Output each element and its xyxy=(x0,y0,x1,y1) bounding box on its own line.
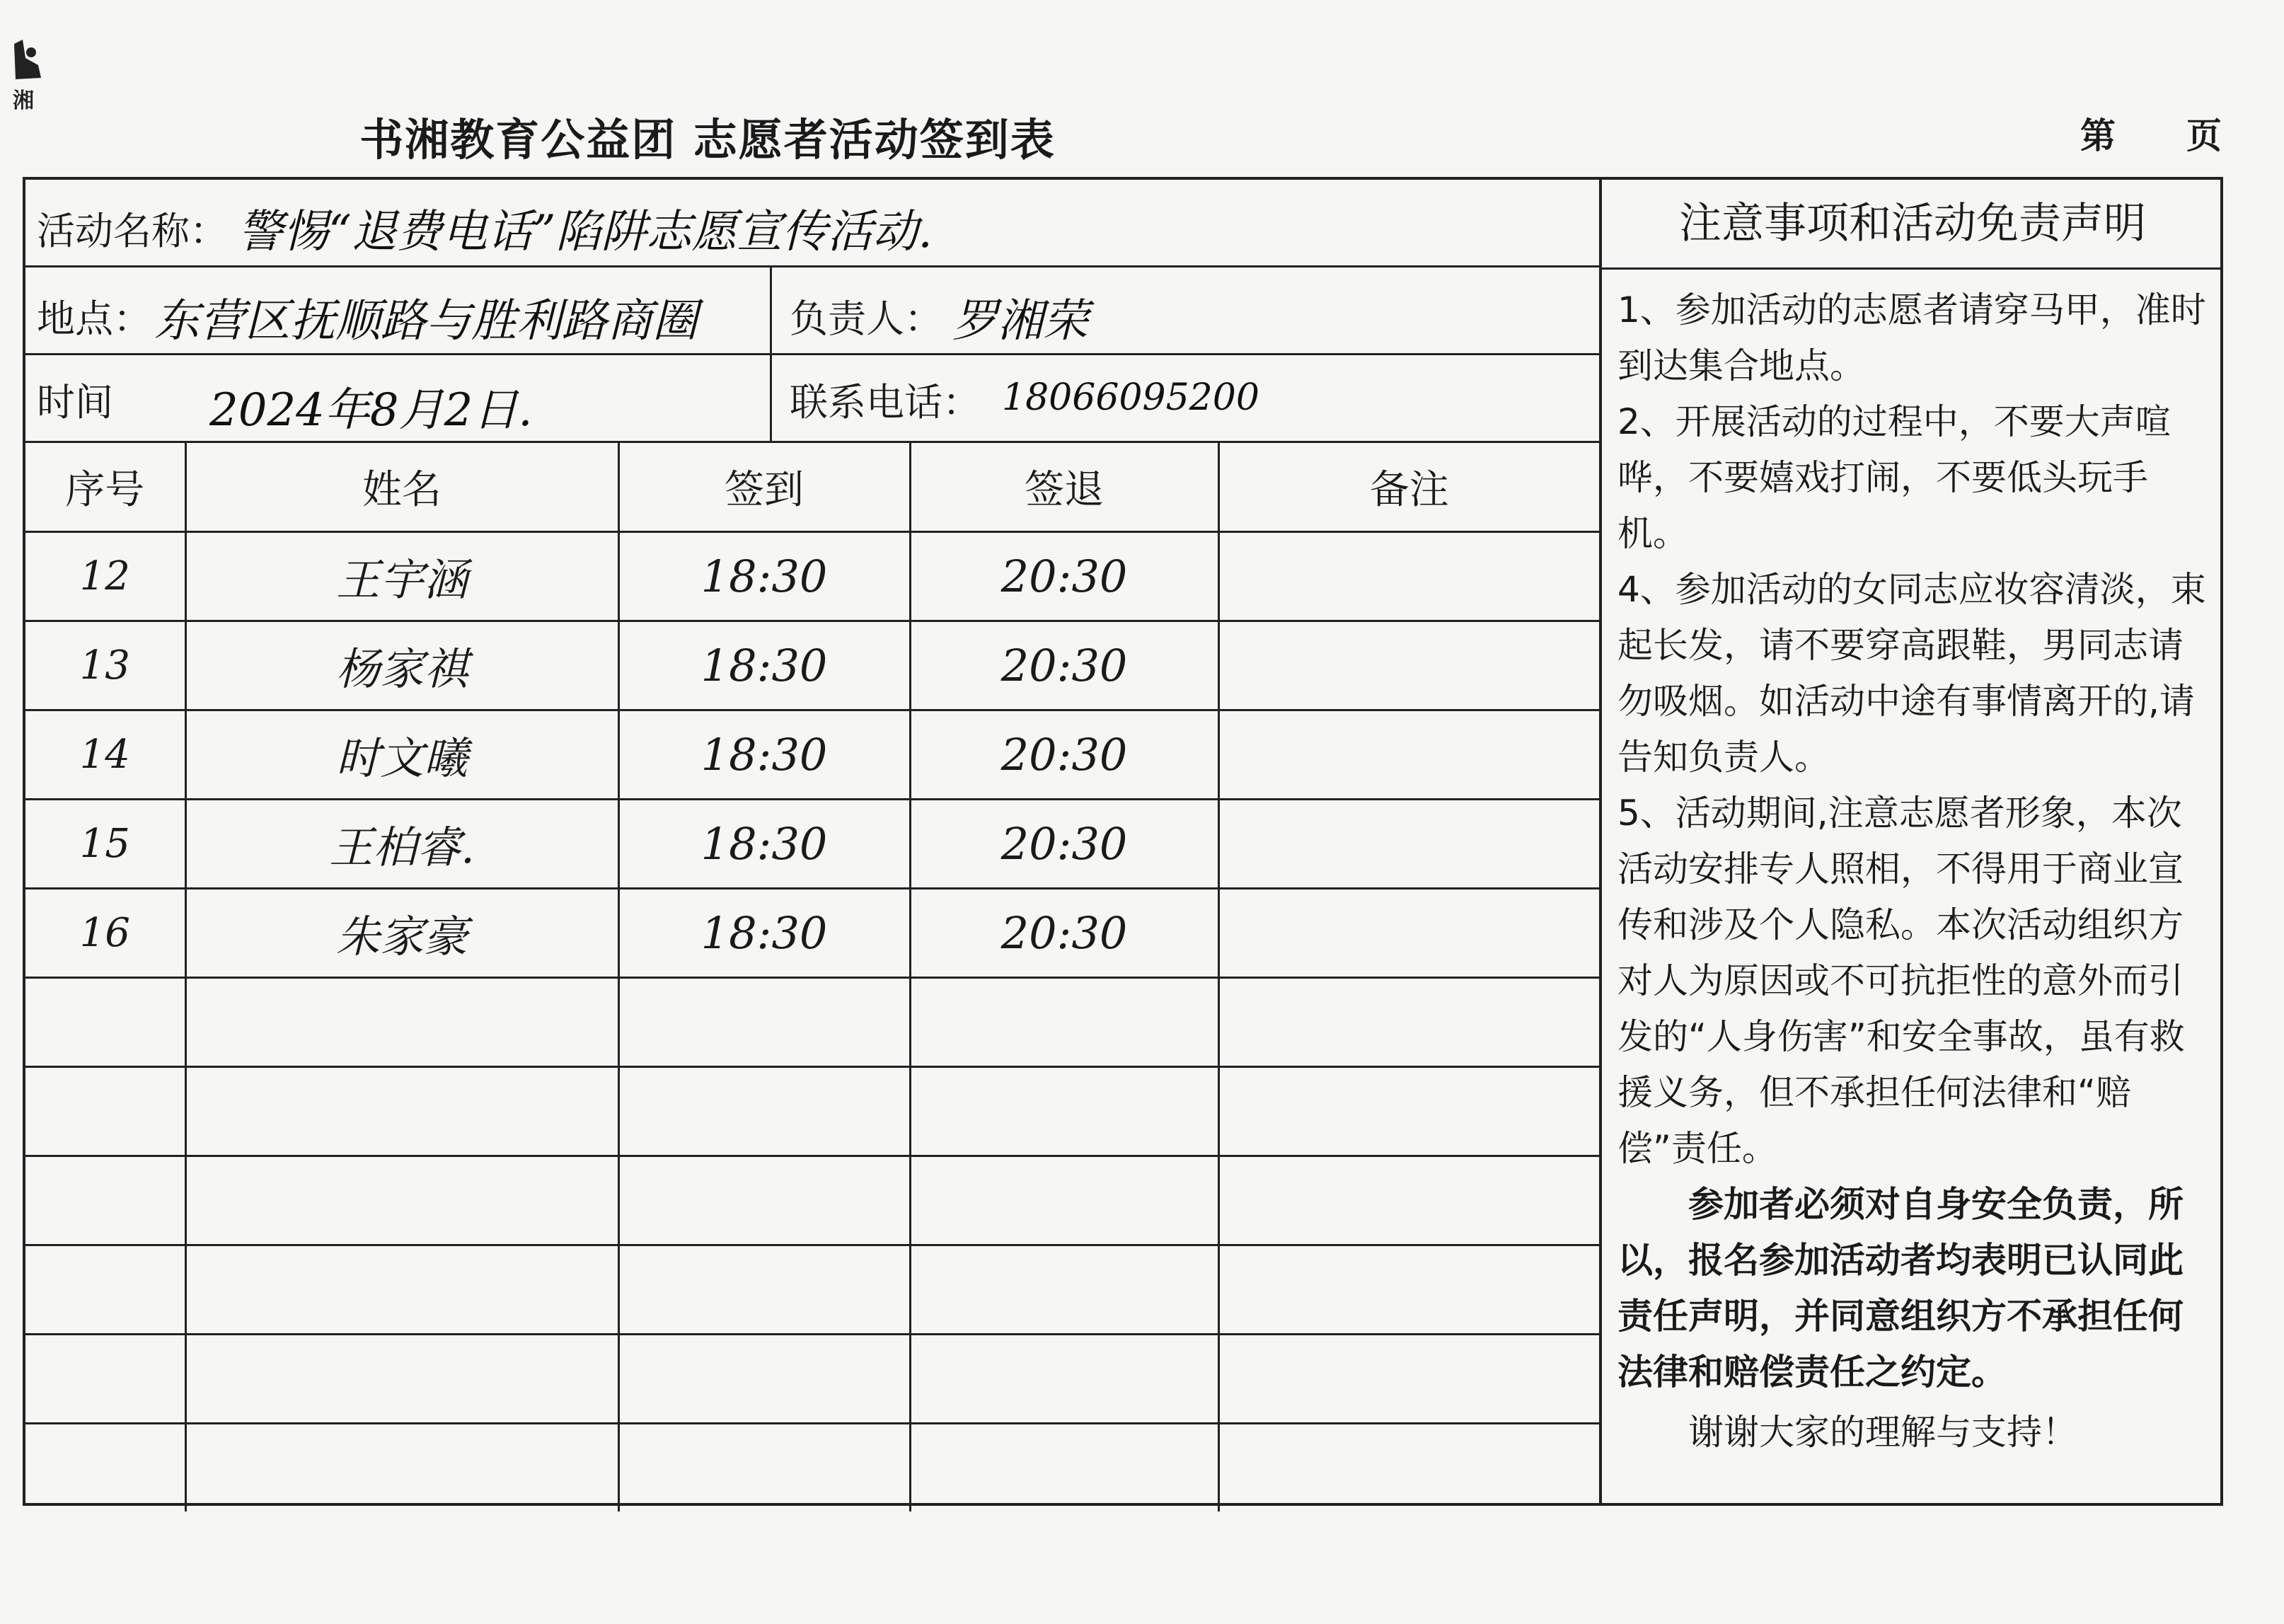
cell-name xyxy=(185,1424,618,1512)
notice-item-5: 5、活动期间,注意志愿者形象，本次活动安排专人照相，不得用于商业宣传和涉及个人隐私。本次活动组织方对人为原因或不可抗拒性的意外而引发的“人身伤害”和安全事故，虽有救援义务，但不承担任何法律和“赔偿”责任。 xyxy=(1617,793,2185,1169)
cell-sign-in xyxy=(618,1245,910,1335)
notice-title: 注意事项和活动免责声明 xyxy=(1602,180,2223,270)
cell-sign-in: 18:30 xyxy=(618,800,910,889)
org-logo-icon xyxy=(10,37,45,115)
notice-item-2: 2、开展活动的过程中，不要大声喧哗，不要嬉戏打闹，不要低头玩手机。 xyxy=(1617,401,2171,554)
page-label-suffix: 页 xyxy=(2186,115,2222,156)
liability-statement: 参加者必须对自身安全负责，所以，报名参加活动者均表明已认同此责任声明，并同意组织方不承担任何法律和赔偿责任之约定。 xyxy=(1617,1184,2184,1393)
table-row xyxy=(25,978,1599,1067)
table-row xyxy=(25,1067,1599,1156)
cell-sign-in xyxy=(618,1067,910,1156)
activity-row xyxy=(25,180,1599,267)
cell-seq xyxy=(25,1335,185,1424)
cell-sign-in xyxy=(618,978,910,1067)
notice-item-1: 1、参加活动的志愿者请穿马甲，准时到达集合地点。 xyxy=(1617,289,2206,386)
cell-sign-in: 18:30 xyxy=(618,621,910,710)
cell-note xyxy=(1218,1335,1599,1424)
cell-name: 时文曦 xyxy=(185,710,618,800)
cell-seq: 16 xyxy=(25,889,185,978)
cell-note xyxy=(1218,1156,1599,1245)
table-row xyxy=(25,800,1599,889)
notice-body xyxy=(1602,270,2223,1461)
header-seq: 序号 xyxy=(25,443,185,532)
cell-note xyxy=(1218,1067,1599,1156)
header-note: 备注 xyxy=(1218,443,1599,532)
cell-sign-out xyxy=(910,978,1218,1067)
table-row xyxy=(25,1156,1599,1245)
table-row xyxy=(25,889,1599,978)
cell-name: 王宇涵 xyxy=(185,532,618,621)
header-sign-out: 签退 xyxy=(910,443,1218,532)
notice-item-4: 4、参加活动的女同志应妆容清淡，束起长发，请不要穿高跟鞋，男同志请勿吸烟。如活动中途有事情离开的,请告知负责人。 xyxy=(1617,569,2206,778)
cell-seq: 15 xyxy=(25,800,185,889)
cell-name: 王柏睿. xyxy=(185,800,618,889)
table-row xyxy=(25,1424,1599,1512)
page-number-label xyxy=(2080,108,2222,159)
cell-seq xyxy=(25,1245,185,1335)
location-divider xyxy=(770,267,772,353)
cell-sign-out: 20:30 xyxy=(910,800,1218,889)
logo-text: 湘 xyxy=(13,88,34,113)
header-name: 姓名 xyxy=(185,443,618,532)
cell-seq: 13 xyxy=(25,621,185,710)
table-row xyxy=(25,1245,1599,1335)
cell-sign-out: 20:30 xyxy=(910,889,1218,978)
cell-note xyxy=(1218,889,1599,978)
cell-sign-out: 20:30 xyxy=(910,532,1218,621)
header-sign-in: 签到 xyxy=(618,443,910,532)
cell-sign-in xyxy=(618,1156,910,1245)
signin-sheet xyxy=(23,177,2223,1506)
cell-sign-in xyxy=(618,1424,910,1512)
table-row xyxy=(25,532,1599,621)
thanks-note: 谢谢大家的理解与支持！ xyxy=(1688,1412,2077,1453)
cell-seq: 12 xyxy=(25,532,185,621)
cell-sign-out xyxy=(910,1335,1218,1424)
time-label: 时间 xyxy=(37,380,113,425)
table-row xyxy=(25,621,1599,710)
cell-sign-out: 20:30 xyxy=(910,621,1218,710)
cell-name xyxy=(185,1067,618,1156)
cell-sign-out: 20:30 xyxy=(910,710,1218,800)
cell-seq xyxy=(25,1424,185,1512)
activity-value: 警惕“退费电话”陷阱志愿宣传活动. xyxy=(238,206,933,258)
cell-name xyxy=(185,1156,618,1245)
location-row xyxy=(25,267,1599,355)
cell-sign-out xyxy=(910,1245,1218,1335)
location-label: 地点： xyxy=(37,296,151,341)
table-header-row xyxy=(25,443,1599,532)
time-row xyxy=(25,355,1599,443)
phone-label: 联系电话： xyxy=(790,380,981,425)
notice-panel xyxy=(1602,180,2223,1503)
cell-note xyxy=(1218,1245,1599,1335)
cell-note xyxy=(1218,532,1599,621)
cell-name: 杨家祺 xyxy=(185,621,618,710)
cell-seq: 14 xyxy=(25,710,185,800)
cell-name xyxy=(185,978,618,1067)
cell-name: 朱家豪 xyxy=(185,889,618,978)
cell-seq xyxy=(25,1067,185,1156)
location-value: 东营区抚顺路与胜利路商圈 xyxy=(154,295,698,347)
cell-note xyxy=(1218,710,1599,800)
cell-note xyxy=(1218,800,1599,889)
signin-table xyxy=(25,443,1599,1511)
activity-label: 活动名称： xyxy=(37,209,228,253)
time-value: 2024年8月2日. xyxy=(209,384,533,437)
cell-sign-in: 18:30 xyxy=(618,889,910,978)
cell-sign-in: 18:30 xyxy=(618,710,910,800)
signin-section xyxy=(25,180,1602,1503)
org-logo xyxy=(10,37,45,115)
cell-sign-in xyxy=(618,1335,910,1424)
cell-name xyxy=(185,1245,618,1335)
cell-sign-out xyxy=(910,1156,1218,1245)
cell-seq xyxy=(25,978,185,1067)
cell-sign-out xyxy=(910,1424,1218,1512)
page-label-prefix: 第 xyxy=(2080,115,2116,156)
cell-seq xyxy=(25,1156,185,1245)
cell-note xyxy=(1218,621,1599,710)
leader-value: 罗湘荣 xyxy=(952,295,1088,347)
cell-name xyxy=(185,1335,618,1424)
cell-note xyxy=(1218,1424,1599,1512)
cell-sign-in: 18:30 xyxy=(618,532,910,621)
cell-sign-out xyxy=(910,1067,1218,1156)
document-title: 书湘教育公益团 志愿者活动签到表 xyxy=(359,114,1056,166)
time-divider xyxy=(770,355,772,441)
cell-note xyxy=(1218,978,1599,1067)
phone-value: 18066095200 xyxy=(1002,376,1259,419)
table-row xyxy=(25,1335,1599,1424)
table-row xyxy=(25,710,1599,800)
leader-label: 负责人： xyxy=(790,296,942,341)
